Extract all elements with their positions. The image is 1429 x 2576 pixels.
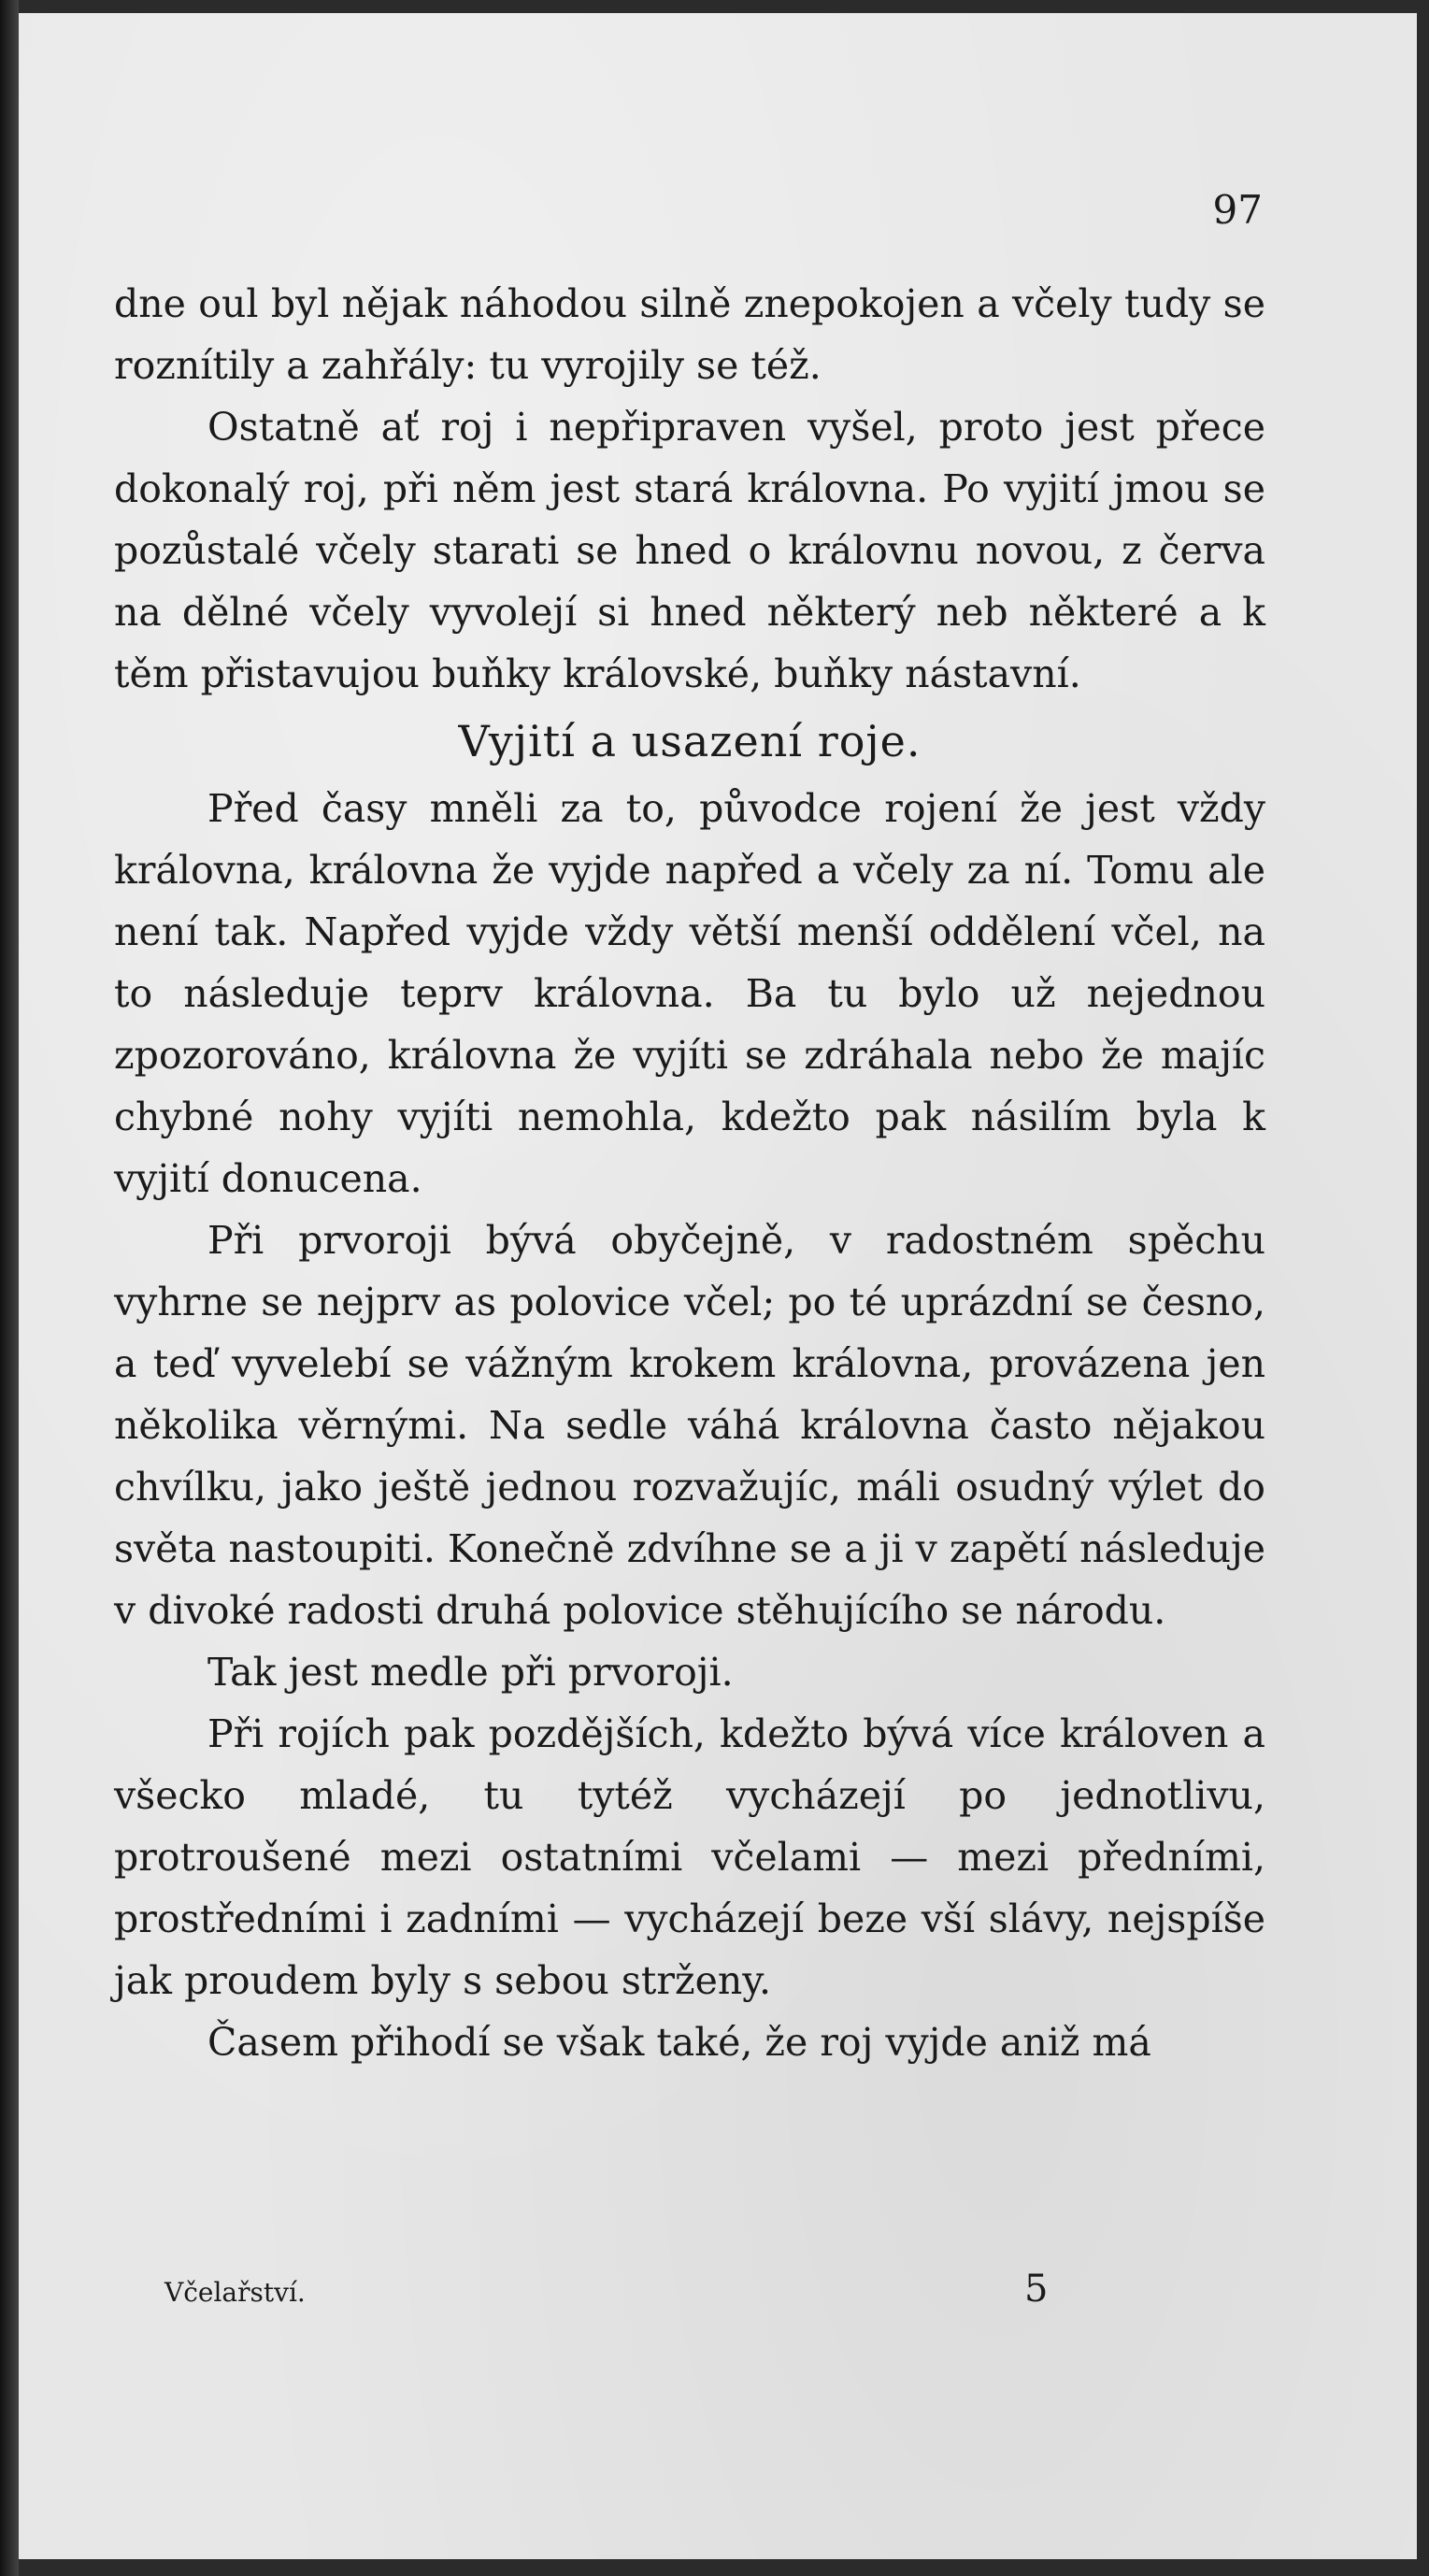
book-spine-shadow: [0, 0, 19, 2576]
paragraph-4: Při prvoroji bývá obyčejně, v radostném spěchu vyhrne se nejprv as polovice včel; po té uprázdní se česno, a teď vyvelebí se vážným krokem královna, provázena jen několika věrnými. Na sedle váhá královna často nějakou chvílku, jako ještě jednou rozvažujíc, máli osudný výlet do světa nastoupiti. Konečně zdvíhne se a ji v zapětí následuje v divoké radosti druhá polovice stěhujícího se národu.: [114, 1218, 1265, 1633]
paragraph-6: Při rojích pak pozdějších, kdežto bývá více královen a všecko mladé, tu tytéž vycházejí po jednotlivu, protroušené mezi ostatními včelami — mezi předními, prostředními i zadními — vycházejí beze vší slávy, nejspíše jak proudem byly s sebou strženy.: [114, 1711, 1265, 2003]
paragraph-1: dne oul byl nějak náhodou silně znepokojen a včely tudy se roznítily a zahřály: tu vyrojily se též.: [114, 281, 1265, 388]
paragraph-5: Tak jest medle při prvoroji.: [207, 1650, 734, 1695]
footer-sheet-number: 5: [1024, 2268, 1049, 2311]
footer-signature: Včelařství.: [164, 2277, 306, 2308]
paragraph-7: Časem přihodí se však také, že roj vyjde aniž má: [207, 2020, 1151, 2065]
page-number: 97: [1212, 187, 1263, 233]
paragraph-3: Před časy mněli za to, původce rojení že jest vždy královna, královna že vyjde napřed a včely za ní. Tomu ale není tak. Napřed vyjde vždy větší menší oddělení včel, na to následuje teprv královna. Ba tu bylo už nejednou zpozorováno, královna že vyjíti se zdráhala nebo že majíc chybné nohy vyjíti nemohla, kdežto pak násilím byla k vyjití donucena.: [114, 786, 1265, 1201]
paragraph-2: Ostatně ať roj i nepřipraven vyšel, proto jest přece dokonalý roj, při něm jest stará královna. Po vyjití jmou se pozůstalé včely starati se hned o královnu novou, z červa na dělné včely vyvolejí si hned některý neb některé a k těm přistavujou buňky královské, buňky nástavní.: [114, 405, 1265, 696]
section-heading: Vyjití a usazení roje.: [458, 716, 922, 766]
body-text: [114, 273, 1265, 2073]
